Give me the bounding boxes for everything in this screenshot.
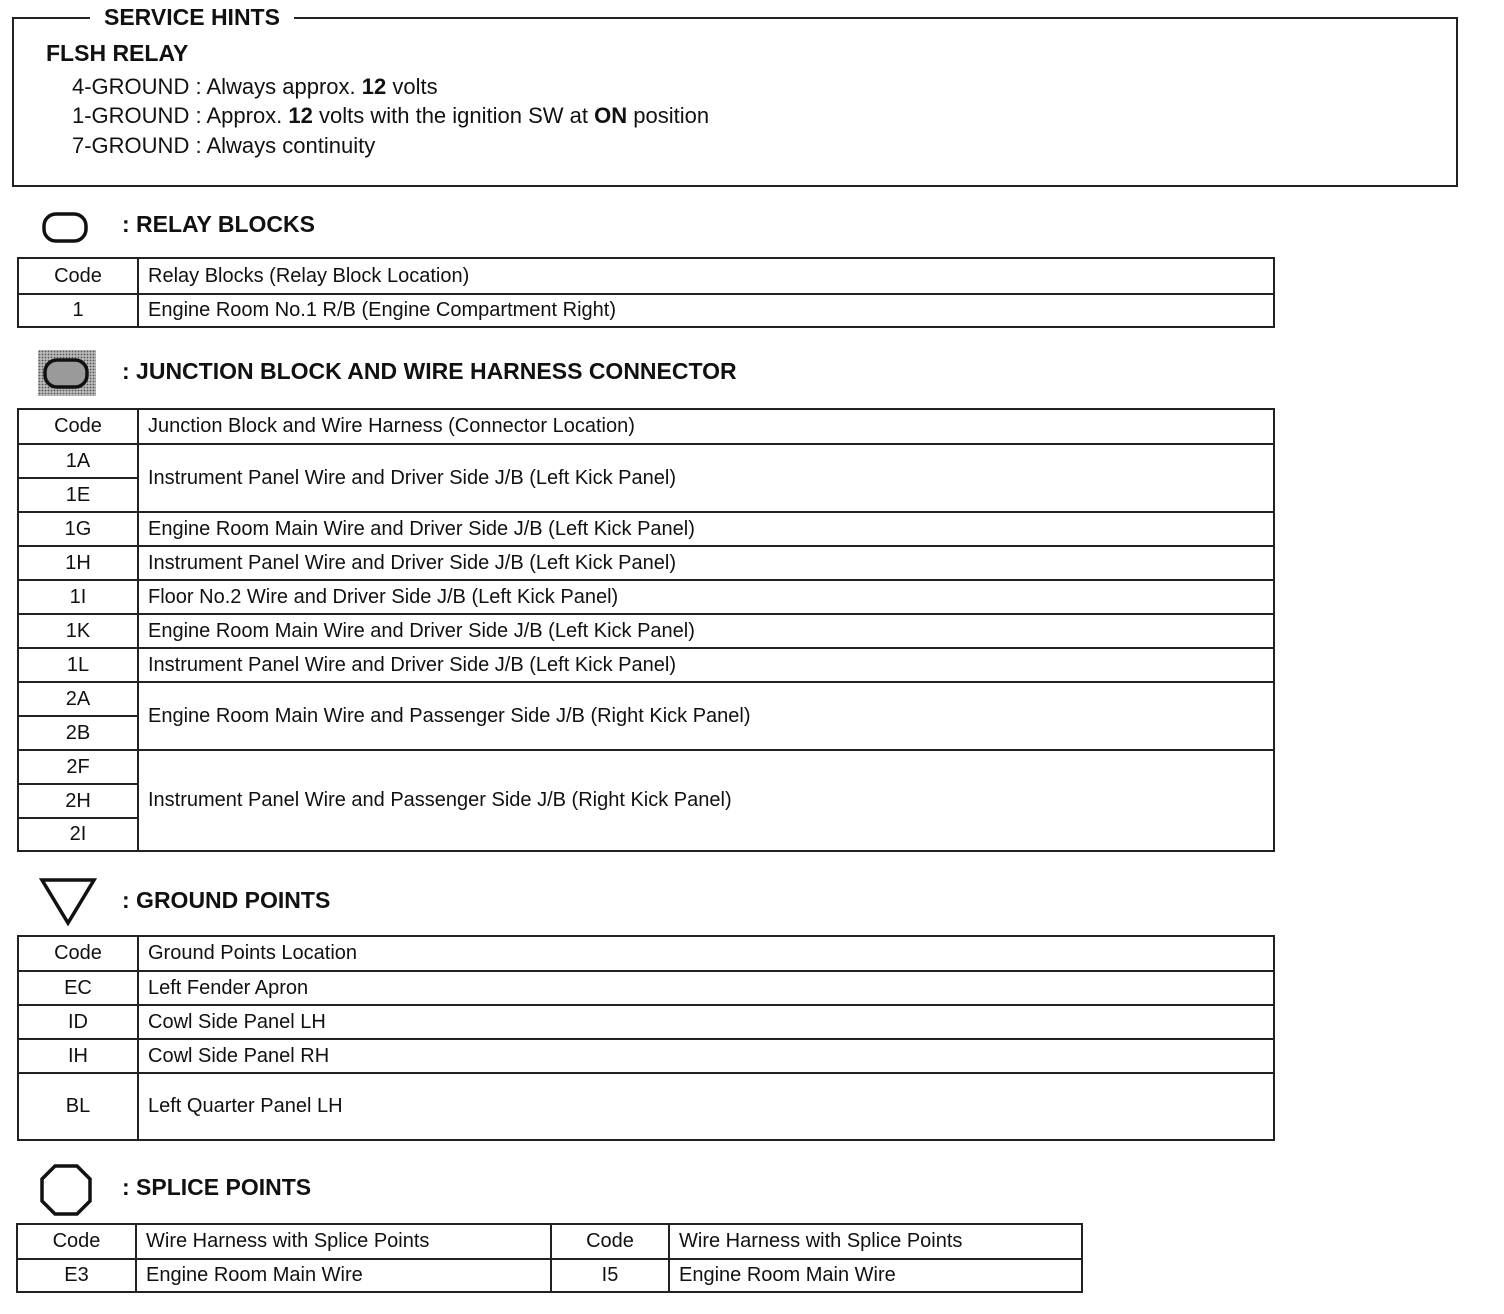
row-desc: Instrument Panel Wire and Driver Side J/B (Left Kick Panel) [138, 648, 1274, 682]
shaded-rounded-rect-icon [38, 350, 96, 396]
table-header-row [17, 1224, 1082, 1259]
ground-points-table [17, 935, 1275, 1141]
header-code: Code [18, 258, 138, 294]
header-code: Code [17, 1224, 136, 1259]
row-desc: Left Quarter Panel LH [138, 1073, 1274, 1140]
table-row [18, 444, 1274, 478]
header-desc: Ground Points Location [138, 936, 1274, 971]
row-code: EC [18, 971, 138, 1005]
table-row [18, 294, 1274, 327]
table-row [18, 750, 1274, 784]
row-desc: Floor No.2 Wire and Driver Side J/B (Left Kick Panel) [138, 580, 1274, 614]
header-code: Code [18, 409, 138, 444]
splice-points-table [16, 1223, 1083, 1293]
table-row [18, 1073, 1274, 1140]
row-code: 1 [18, 294, 138, 327]
header-code-2: Code [551, 1224, 669, 1259]
relay-blocks-table [17, 257, 1275, 328]
hint-line-1-ground: 1-GROUND : Approx. 12 volts with the ignition SW at ON position [72, 103, 710, 128]
table-row [18, 512, 1274, 546]
row-desc: Engine Room Main Wire [136, 1259, 551, 1292]
row-code: 1A [18, 444, 138, 478]
table-row [18, 580, 1274, 614]
row-desc-2: Engine Room Main Wire [669, 1259, 1082, 1292]
row-code: 1E [18, 478, 138, 512]
table-row [17, 1259, 1082, 1292]
row-code: 2A [18, 682, 138, 716]
row-code: 1L [18, 648, 138, 682]
table-header-row [18, 258, 1274, 294]
relay-blocks-title: : RELAY BLOCKS [122, 211, 315, 237]
header-desc: Junction Block and Wire Harness (Connector Location) [138, 409, 1274, 444]
table-row [18, 648, 1274, 682]
row-code: 1G [18, 512, 138, 546]
header-desc: Wire Harness with Splice Points [136, 1224, 551, 1259]
octagon-icon [38, 1162, 94, 1218]
row-desc: Engine Room Main Wire and Driver Side J/B (Left Kick Panel) [138, 614, 1274, 648]
row-code: 1I [18, 580, 138, 614]
table-row [18, 614, 1274, 648]
header-code: Code [18, 936, 138, 971]
row-code: 2I [18, 818, 138, 851]
row-desc: Instrument Panel Wire and Driver Side J/B (Left Kick Panel) [138, 546, 1274, 580]
table-row [18, 971, 1274, 1005]
row-code: 2H [18, 784, 138, 818]
row-desc: Left Fender Apron [138, 971, 1274, 1005]
row-desc: Cowl Side Panel RH [138, 1039, 1274, 1073]
row-desc: Engine Room Main Wire and Passenger Side J/B (Right Kick Panel) [138, 682, 1274, 750]
hint-line-7-ground: 7-GROUND : Always continuity [72, 133, 376, 158]
row-desc: Cowl Side Panel LH [138, 1005, 1274, 1039]
table-header-row [18, 936, 1274, 971]
table-row [18, 1005, 1274, 1039]
flsh-relay-title: FLSH RELAY [46, 40, 189, 66]
row-desc: Instrument Panel Wire and Driver Side J/B (Left Kick Panel) [138, 444, 1274, 512]
junction-block-table [17, 408, 1275, 852]
row-code: ID [18, 1005, 138, 1039]
header-desc: Relay Blocks (Relay Block Location) [138, 258, 1274, 294]
service-hints-box [12, 17, 1458, 187]
row-desc: Instrument Panel Wire and Passenger Side J/B (Right Kick Panel) [138, 750, 1274, 851]
row-code: 1H [18, 546, 138, 580]
row-desc: Engine Room No.1 R/B (Engine Compartment Right) [138, 294, 1274, 327]
row-code: BL [18, 1073, 138, 1140]
row-code: 2F [18, 750, 138, 784]
splice-points-title: : SPLICE POINTS [122, 1174, 312, 1200]
junction-block-title: : JUNCTION BLOCK AND WIRE HARNESS CONNECTOR [122, 358, 737, 384]
table-row [18, 1039, 1274, 1073]
ground-points-title: : GROUND POINTS [122, 887, 331, 913]
row-code: E3 [17, 1259, 136, 1292]
service-hints-title: SERVICE HINTS [90, 4, 294, 31]
table-row [18, 682, 1274, 716]
rounded-rect-icon [40, 210, 92, 246]
row-code: 1K [18, 614, 138, 648]
row-code: IH [18, 1039, 138, 1073]
row-code-2: I5 [551, 1259, 669, 1292]
row-code: 2B [18, 716, 138, 750]
header-desc-2: Wire Harness with Splice Points [669, 1224, 1082, 1259]
table-header-row [18, 409, 1274, 444]
table-row [18, 546, 1274, 580]
row-desc: Engine Room Main Wire and Driver Side J/B (Left Kick Panel) [138, 512, 1274, 546]
hint-line-4-ground: 4-GROUND : Always approx. 12 volts [72, 74, 438, 99]
down-triangle-icon [38, 876, 98, 928]
